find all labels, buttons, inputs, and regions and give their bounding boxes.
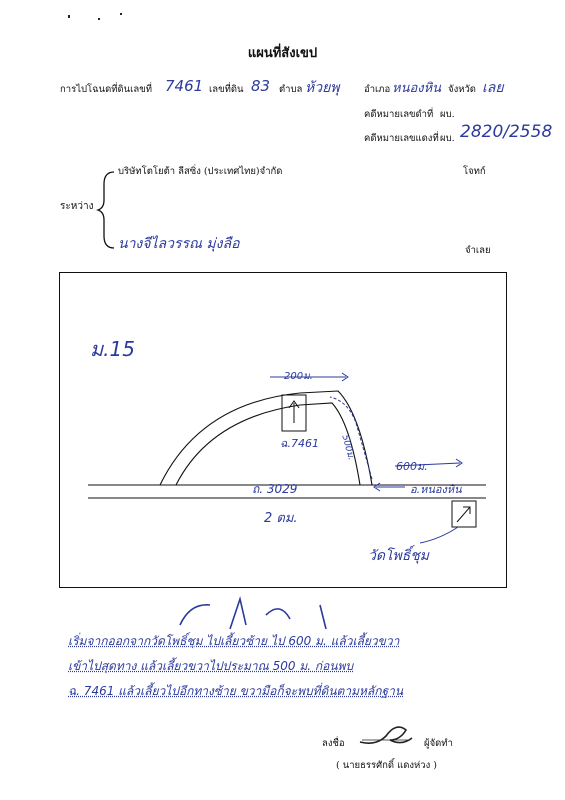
black-case-prefix: ผบ.	[440, 109, 455, 120]
deed-number: 7461	[165, 77, 204, 95]
district-label: อ.หนองหิน	[410, 483, 462, 496]
signature-scrawl	[170, 595, 370, 635]
plaintiff-role: โจทก์	[463, 166, 486, 177]
plaintiff-name: บริษัทโตโยต้า ลีสซิ่ง (ประเทศไทย)จำกัด	[118, 166, 283, 177]
tambon-label: ตำบล	[279, 84, 303, 95]
temple-label: วัดโพธิ์ชุม	[368, 548, 429, 564]
signature-mark	[356, 716, 416, 750]
road-label: ถ. 3029	[252, 482, 298, 496]
red-case-label: คดีหมายเลขแดงที่	[364, 133, 439, 144]
province-value: เลย	[482, 80, 504, 96]
page-title: แผนที่สังเขป	[247, 46, 318, 61]
land-no-label: เลขที่ดิน	[209, 84, 244, 95]
distance-right: 600ม.	[396, 460, 428, 473]
corner-mark: ม.15	[90, 337, 135, 361]
red-case-number: 2820/2558	[460, 122, 553, 142]
black-case-label: คดีหมายเลขดำที่	[364, 109, 434, 120]
map-drawing	[60, 273, 508, 589]
plot-label: ฉ.7461	[280, 437, 319, 450]
land-number: 83	[251, 77, 271, 95]
directions-line-1: เริ่มจากออกจากวัดโพธิ์ชุม ไปเลี้ยวซ้าย ไป 600 ม. แล้วเลี้ยวขวา	[68, 634, 400, 648]
distance-top: 200ม.	[284, 371, 313, 382]
road-lanes: 2 ตม.	[264, 511, 298, 526]
sign-label: ลงชื่อ	[322, 738, 345, 749]
signer-role: ผู้จัดทำ	[424, 738, 453, 749]
directions-line-2: เข้าไปสุดทาง แล้วเลี้ยวขวาไปประมาณ 500 ม. ก่อนพบ	[68, 659, 354, 673]
province-label: จังหวัด	[448, 84, 476, 95]
scan-speck	[98, 18, 100, 20]
directions-line-3: ฉ. 7461 แล้วเลี้ยวไปอีกทางซ้าย ขวามือก็จะพบที่ดินตามหลักฐาน	[68, 684, 404, 698]
amphoe-label: อำเภอ	[364, 84, 391, 95]
red-case-prefix: ผบ.	[440, 133, 455, 144]
scan-speck	[68, 15, 70, 18]
defendant-name: นางจีไลวรรณ มุ่งลือ	[118, 236, 240, 252]
scan-speck	[120, 13, 122, 15]
party-bracket	[96, 170, 118, 250]
amphoe-value: หนองหิน	[392, 81, 442, 96]
defendant-role: จำเลย	[465, 245, 491, 256]
tambon-value: ห้วยพุ	[305, 80, 340, 96]
signer-name: ( นายธรรศักดิ์ แดงห่วง )	[336, 760, 437, 771]
deed-label: การไปโฉนดที่ดินเลขที่	[60, 84, 152, 95]
between-label: ระหว่าง	[60, 201, 94, 212]
sketch-map	[59, 272, 507, 588]
distance-side: 500ม.	[339, 433, 356, 462]
